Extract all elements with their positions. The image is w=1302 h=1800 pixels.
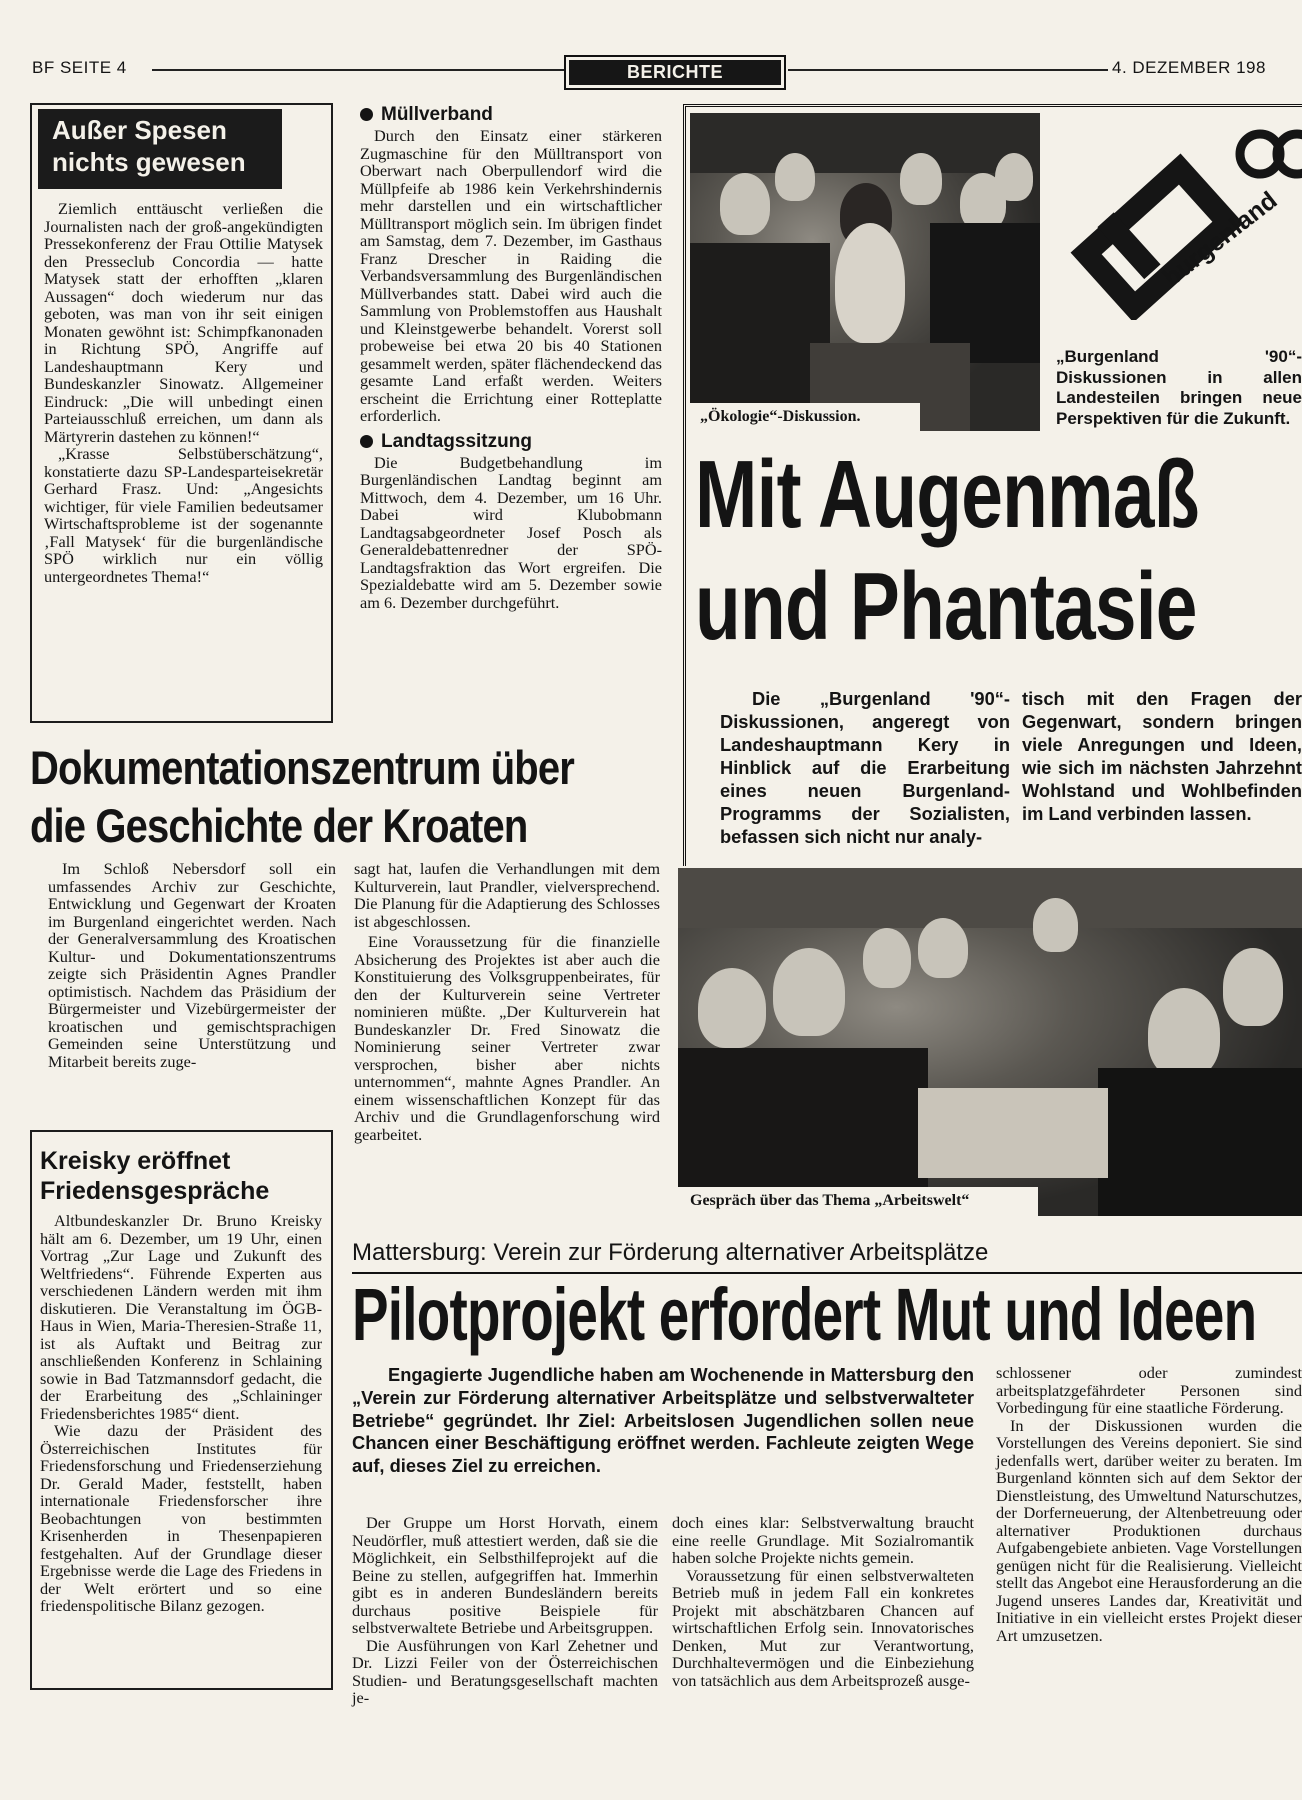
kreisky-body [40,1212,322,1615]
spesen-paragraph-1: Ziemlich enttäuscht verließen die Journalisten nach der groß-angekündigten Pressekonferenz der Frau Ottilie Matysek den Presseclub Concordia — hatte Matysek statt der erhofften „klaren Aussagen“ doch wiederum nur das geboten, was man von ihr seit einigen Monaten gewöhnt ist: Schimpfkanonaden in Richtung SPÖ, Angriffe auf Landeshauptmann Kery und Bundeskanzler Sinowatz. Allgemeiner Eindruck: „Die will unbedingt einen Parteiausschluß erreichen, um dann als Märtyrerin dastehen zu können!“ [44,199,323,446]
spesen-title-line2: nichts gewesen [52,147,246,177]
pilot-col3 [996,1364,1302,1644]
arbeitswelt-caption-text: Gespräch über das Thema „Arbeitswelt“ [690,1192,970,1209]
kroaten-col2-para1: sagt hat, laufen die Verhandlungen mit dem Kulturverein, laut Prandler, vielversprechend. Die Planung für die Adaptierung des Schlosses ist abgeschlossen. [354,859,660,931]
augenmass-headline-line2: und Phantasie [695,553,1197,660]
arbeitswelt-photo [678,868,1302,1216]
kreisky-paragraph-2: Wie dazu der Präsident des Österreichischen Institutes für Friedensforschung und Friedenserziehung Dr. Gerald Mader, feststellt, haben internationale Friedensforscher ihre Beobachtungen von bestimmten Krisenherden in Thesenpapieren festgehalten. Auf der Grundlage dieser Ergebnisse werde die Lage des Friedens in der Welt erörtert und so eine friedenspolitische Bilanz gezogen. [40,1421,322,1615]
pilot-lead: Engagierte Jugendliche haben am Wochenende in Mattersburg den „Verein zur Förderung alternativer Arbeitsplätze und selbstverwalteter Betriebe“ gegründet. Ihr Ziel: Arbeitslosen Jugendlichen sollen neue Chancen einer Beschäftigung eröffnet werden. Fachleute zeigten Wege auf, dieses Ziel zu erreichen. [352,1364,974,1477]
pilot-col1-para1: Der Gruppe um Horst Horvath, einem Neudörfler, muß attestiert werden, daß sie die Möglichkeit, ein Selbsthilfeprojekt auf die Beine zu stellen, aufgegriffen hat. Immerhin gibt es in anderen Bundesländern bereits durchaus positive Beispiele für selbstverwaltete Betriebe und Arbeitsgruppen. [352,1513,658,1637]
pilot-col2-para1: doch eines klar: Selbstverwaltung braucht eine reelle Grundlage. Mit Sozialromantik haben solche Projekte nichts gemein. [672,1513,974,1567]
spesen-title-line1: Außer Spesen [52,115,227,145]
landtag-heading [360,431,662,453]
augenmass-headline-line1: Mit Augenmaß [695,452,1199,548]
header-rule-right [788,69,1108,71]
landtag-title: Landtagssitzung [381,430,532,452]
pilot-col1 [352,1514,658,1707]
pilot-headline-wrap [352,1278,1302,1360]
kreisky-box [30,1130,333,1690]
kreisky-title-line1: Kreisky eröffnet [40,1147,231,1175]
page-header-left: BF SEITE 4 [32,58,127,77]
muell-heading [360,104,662,126]
kroaten-headline-wrap [30,740,680,858]
section-label [564,55,786,90]
kreisky-title [40,1146,269,1206]
augenmass-lead-right-text: tisch mit den Fragen der Gegenwart, sondern bringen viele Anregungen und Ideen, wie sich im nächsten Jahrzehnt Wohlstand und Wohlbefinden im Land verbinden lassen. [1022,688,1302,824]
bullet-icon [360,108,373,121]
spesen-body [44,200,323,585]
logo-word: burgenland [1158,186,1283,293]
pilot-col3-para1: schlossener oder zumindest arbeitsplatzgefährdeter Personen sind Vorbedingung für eine staatliche Förderung. [996,1363,1302,1417]
landtag-text: Die Budgetbehandlung im Burgenländischen Landtag beginnt am Mittwoch, dem 4. Dezember, um 16 Uhr. Dabei wird Klubobmann Landtagsabgeordneter Josef Posch als Generaldebattenredner der SPÖ-Landtagsfraktion das Wort ergreifen. Die Spezialdebatte wird am 5. Dezember sowie am 6. Dezember durchgeführt. [360,452,662,612]
pilot-col3-para2: In der Diskussionen wurden die Vorstellungen des Vereins deponiert. Sie sind jedenfalls wert, darüber weiter zu beraten. Im Burgenland könnten sich auf dem Sektor der Dienstleistung, des Umweltund Naturschutzes, der Dorferneuerung, der Altenbetreuung oder alternativer Produktionen durchaus Aufgabengebiete anbieten. Vage Vorstellungen genügen nicht für die Realisierung. Vielleicht stellt das Angebot eine Herausforderung an die Jugend unseres Landes dar, Kreativität und Initiative in ein vielleicht erstes Projekt dieser Art umzusetzen. [996,1415,1302,1645]
section-label-inner: BERICHTE [569,60,781,85]
kroaten-headline-line2: die Geschichte der Kroaten [30,799,528,852]
augenmass-lead-left-text: Die „Burgenland '90“-Diskussionen, angeregt von Landeshauptmann Kery in Hinblick auf die Erarbeitung eines neuen Burgenland-Programms der Sozialisten, befassen sich nicht nur analy- [720,688,1010,847]
page-date: 4. DEZEMBER 198 [1112,58,1266,77]
pilot-col2 [672,1514,974,1689]
pilot-headline: Pilotprojekt erfordert Mut und Ideen [352,1278,1257,1356]
muell-title: Müllverband [381,104,493,125]
kroaten-col1: Im Schloß Nebersdorf soll ein umfassendes Archiv zur Geschichte, Entwicklung und Gegenwart der Kroaten im Burgenland eingerichtet werden. Nach der Generalversammlung des Kroatischen Kultur- und Dokumentationszentrums zeigte sich Präsidentin Agnes Prandler optimistisch. Nachdem das Präsidium der Bürgermeister und Vizebürgermeister der kroatischen und gemischtsprachigen Gemeinden seine Unterstützung und Mitarbeit bereits zuge- [48,859,336,1071]
burgenland-90-logo [1060,120,1302,320]
oekologie-caption-text: „Ökologie“-Diskussion. [700,408,861,425]
header-rule-left [152,69,564,71]
muell-article [360,104,662,611]
kroaten-col2 [354,860,660,1143]
spesen-paragraph-2: „Krasse Selbstüberschätzung“, konstatierte dazu SP-Landesparteisekretär Gerhard Frasz. Und: „Angesichts wichtiger, für viele Familien bedeutsamer Wirtschaftsprobleme ist der sogenannte ‚Fall Matysek‘ für die burgenländische SPÖ wirklich nur ein völlig untergeordnetes Thema!“ [44,444,323,586]
bullet-icon [360,435,373,448]
pilot-col1-para2: Die Ausführungen von Karl Zehetner und Dr. Lizzi Feiler von der Österreichischen Studien- und Beratungsgesellschaft machten je- [352,1635,658,1707]
spesen-title [38,109,282,189]
logo-number [1240,122,1302,184]
kreisky-title-line2: Friedensgespräche [40,1177,270,1205]
augenmass-headline-wrap [695,452,1302,674]
pilot-kicker-rule [352,1272,1302,1274]
pilot-col2-para2: Voraussetzung für einen selbstverwalteten Betrieb muß in jedem Fall ein konkretes Projekt mit abschätzbaren Chancen auf wirtschaftlichen Erfolg sein. Innovatorisches Denken, Mut zur Verantwortung, Durchhaltevermögen und die Einbeziehung von tatsächlich aus dem Arbeitsprozeß ausge- [672,1565,974,1690]
oekologie-photo [690,113,1040,431]
kreisky-paragraph-1: Altbundeskanzler Dr. Bruno Kreisky hält am 6. Dezember, um 19 Uhr, einen Vortrag „Zur Lage und Zukunft des Weltfriedens“. Führende Experten aus verschiedenen Ländern werden mit ihm diskutieren. Die Veranstaltung im ÖGB-Haus in Wien, Maria-Theresien-Straße 11, ist als Auftakt und Beitrag zur anschließenden Konferenz in Schlaining sowie in Bad Tatzmannsdorf gedacht, die der Erarbeitung des „Schlaininger Friedensberichtes 1985“ dient. [40,1211,322,1423]
pilot-kicker: Mattersburg: Verein zur Förderung alternativer Arbeitsplätze [352,1239,989,1266]
spesen-box [30,103,333,723]
arbeitswelt-caption [678,1187,1038,1216]
logo-caption: „Burgenland '90“-Diskussionen in allen Landesteilen bringen neue Perspektiven für die Zukunft. [1056,347,1302,428]
oekologie-caption [690,403,920,431]
kroaten-col2-para2: Eine Voraussetzung für die finanzielle Absicherung des Projektes ist aber auch die Konstituierung des Volksgruppenbeirates, für den der Kulturverein seine Vertreter nominieren müßte. „Der Kulturverein hat Bundeskanzler Dr. Fred Sinowatz die Nominierung seiner Vertreter zwar versprochen, bisher aber nichts unternommen“, mahnte Agnes Prandler. An einem wissenschaftlichen Konzept für das Archiv und die Grundlagenforschung wird gearbeitet. [354,932,660,1144]
kroaten-headline-line1: Dokumentationszentrum über [30,741,574,794]
muell-text: Durch den Einsatz einer stärkeren Zugmaschine für den Mülltransport von Oberwart nach Oberpullendorf wird die Müllpfeife ab 1986 kein Verkehrshindernis mehr darstellen und ein wirtschaftlicher Mülltransport möglich sein. Im übrigen findet am Samstag, dem 7. Dezember, im Gasthaus Franz Drescher in Raiding die Verbandsversammlung des Burgenländischen Müllverbandes statt. Dabei wird auch die Sammlung von Problemstoffen aus Haushalt und Kleinstgewerbe behandelt. Vorerst soll probeweise bei etwa 20 bis 40 Stationen gesammelt werden, später flächendeckend das gesamte Land erfaßt werden. Weiters erscheint die Errichtung einer Rotteplatte erforderlich. [360,126,662,425]
